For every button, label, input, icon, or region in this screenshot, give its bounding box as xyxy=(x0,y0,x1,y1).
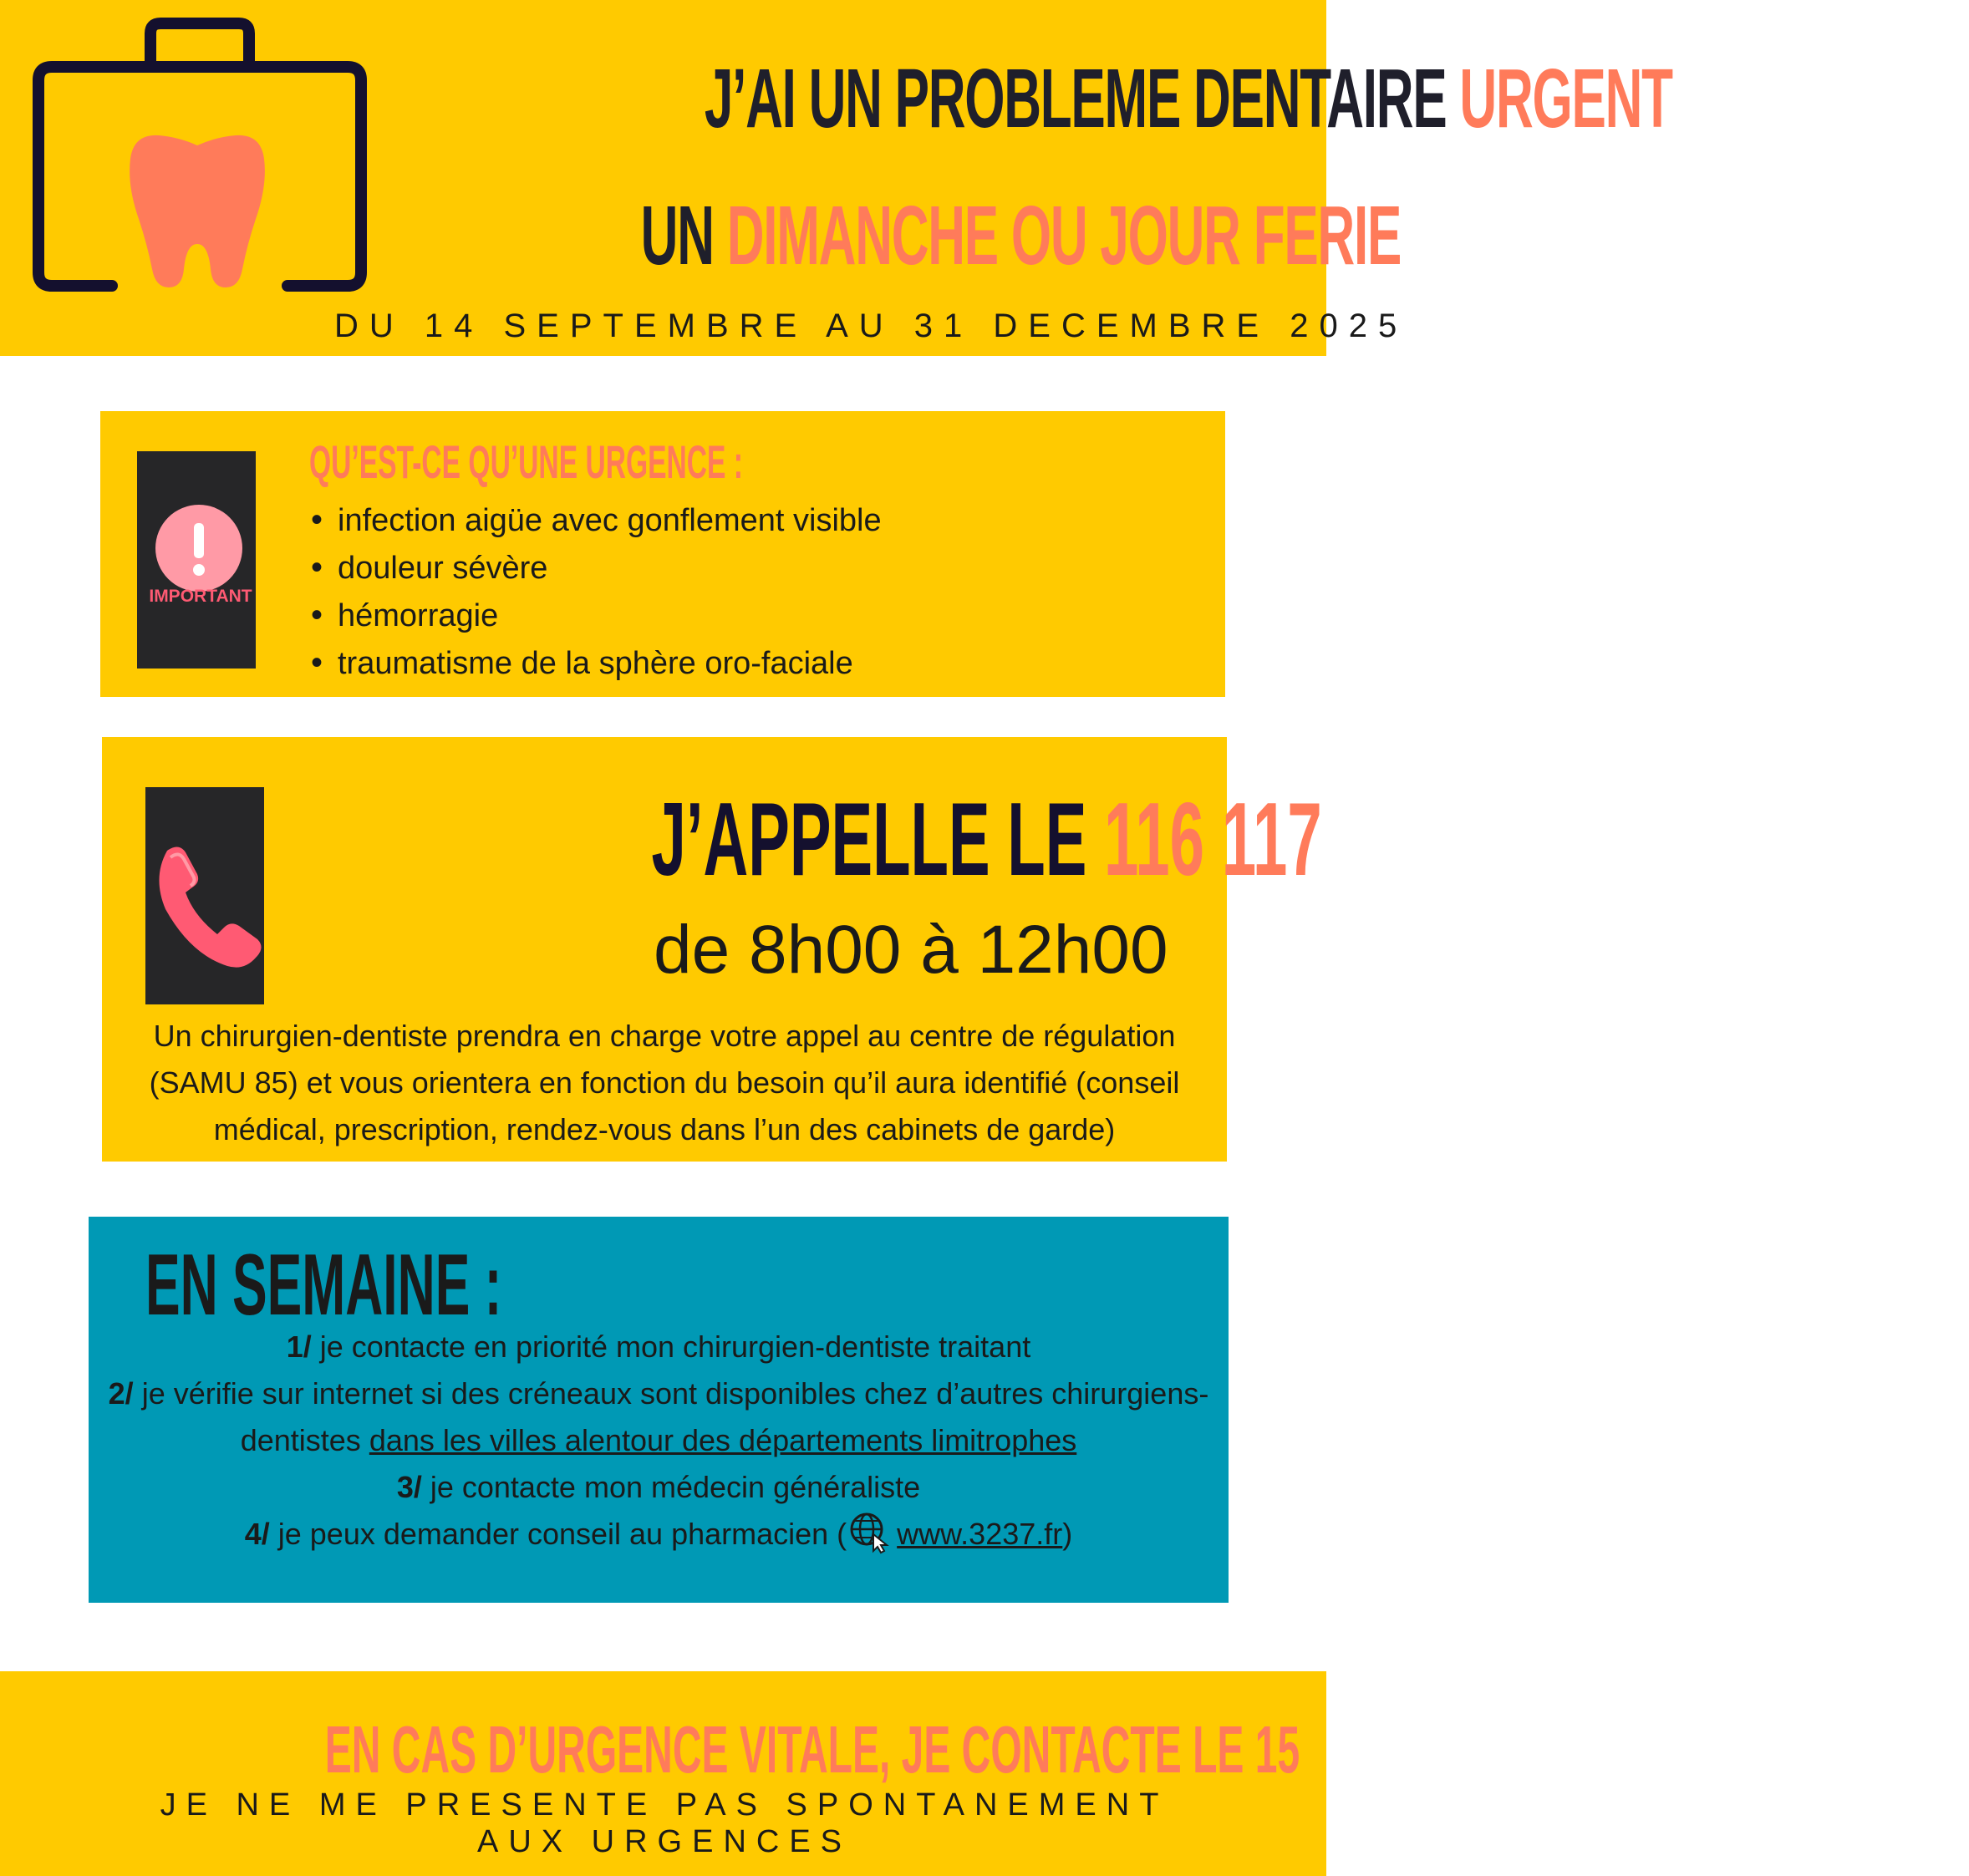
call-number: 116 117 xyxy=(1104,782,1322,897)
call-title xyxy=(428,777,1322,902)
limitrophes-link[interactable]: dans les villes alentour des départements limitrophes xyxy=(369,1423,1077,1457)
semaine-steps xyxy=(105,1324,1212,1558)
phone-panel xyxy=(145,787,264,1004)
call-description: Un chirurgien-dentiste prendra en charge votre appel au centre de régulation (SAMU 85) et vous orientera en fonction du besoin qu’il aura identifié (conseil médical, prescription, rendez-vous dans l’un des cabinets de garde) xyxy=(149,1019,1180,1146)
step-text: je peux demander conseil au pharmacien ( xyxy=(269,1517,847,1551)
call-hours: de 8h00 à 12h00 xyxy=(654,912,1168,988)
step-number: 3/ xyxy=(396,1470,422,1504)
footer-title xyxy=(0,1708,1326,1792)
step-1 xyxy=(105,1324,1212,1370)
title-line2-text: UN xyxy=(640,189,727,282)
semaine-title: EN SEMAINE : xyxy=(145,1237,502,1334)
list-item: • infection aigüe avec gonflement visible xyxy=(311,496,882,544)
title-line1-accent: URGENT xyxy=(1459,52,1672,145)
exclamation-icon xyxy=(137,451,256,669)
urgence-box xyxy=(100,411,1225,697)
briefcase-tooth-icon xyxy=(33,18,368,302)
website-link[interactable]: www.3237.fr xyxy=(897,1517,1063,1551)
step-3 xyxy=(105,1464,1212,1511)
step-text: je contacte mon médecin généraliste xyxy=(421,1470,921,1504)
semaine-box xyxy=(89,1217,1229,1603)
footer-banner xyxy=(0,1671,1326,1876)
step-text: je contacte en priorité mon chirurgien-dentiste traitant xyxy=(311,1329,1031,1364)
list-item: • traumatisme de la sphère oro-faciale xyxy=(311,639,882,687)
header-banner xyxy=(0,0,1672,356)
date-range: DU 14 SEPTEMBRE AU 31 DECEMBRE 2025 xyxy=(334,308,1408,344)
important-panel xyxy=(137,451,256,669)
list-item: • hémorragie xyxy=(311,592,882,639)
list-item: • douleur sévère xyxy=(311,544,882,592)
urgence-list xyxy=(311,496,882,687)
call-title-text: J’APPELLE LE xyxy=(651,782,1105,897)
step-text: je vérifie sur internet si des créneaux sont disponibles chez d’autres chirurgiens-dentistes xyxy=(133,1376,1209,1457)
step-2 xyxy=(105,1370,1212,1464)
step-number: 1/ xyxy=(286,1329,312,1364)
phone-icon xyxy=(145,787,264,1004)
step-text-close: ) xyxy=(1062,1517,1073,1551)
step-number: 2/ xyxy=(108,1376,134,1411)
step-number: 4/ xyxy=(244,1517,270,1551)
footer-subtitle: JE NE ME PRESENTE PAS SPONTANEMENT AUX URGENCES xyxy=(160,1787,1169,1859)
globe-cursor-icon xyxy=(848,1511,890,1553)
page-title-line1 xyxy=(408,48,1672,149)
title-line2-accent: DIMANCHE OU JOUR FERIE xyxy=(726,189,1402,282)
important-label: IMPORTANT xyxy=(149,587,252,606)
page-title-line2 xyxy=(408,186,1402,286)
urgence-title: QU’EST-CE QU’UNE URGENCE : xyxy=(309,435,743,488)
footer-title-text: EN CAS D’URGENCE VITALE, JE CONTACTE LE 15 xyxy=(324,1712,1300,1787)
appel-box xyxy=(102,737,1322,1162)
title-line1-text: J’AI UN PROBLEME DENTAIRE xyxy=(704,52,1460,145)
step-4 xyxy=(105,1511,1212,1558)
